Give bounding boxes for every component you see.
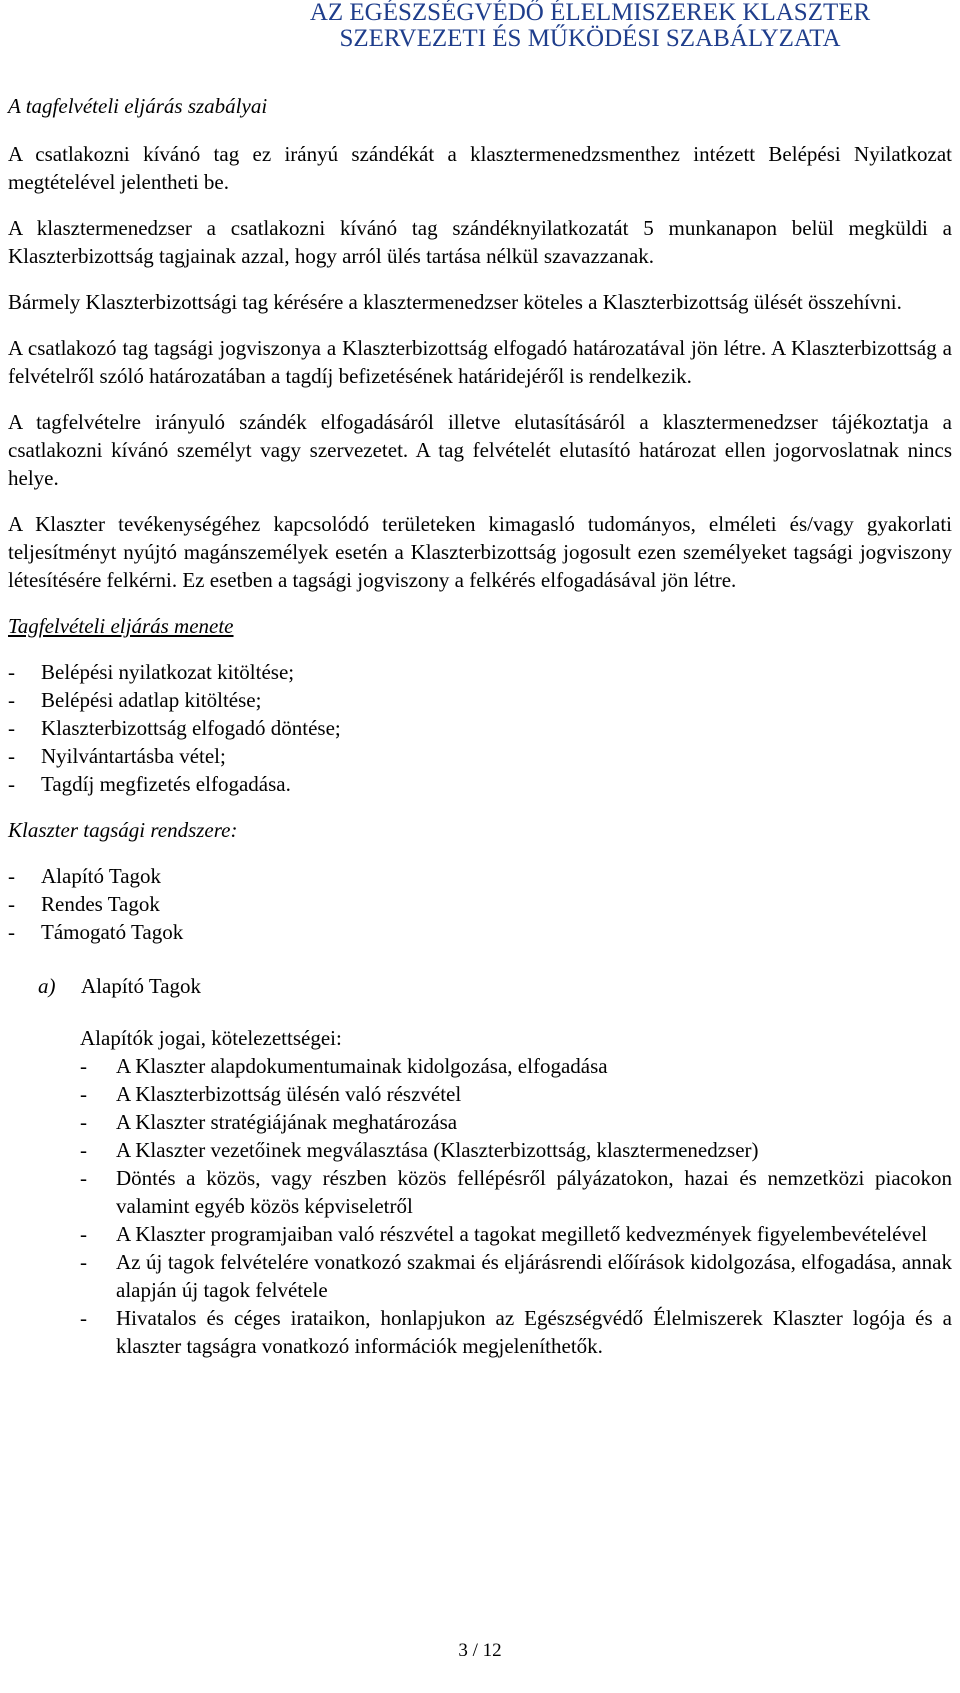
founders-rights-title: Alapítók jogai, kötelezettségei: xyxy=(80,1026,342,1050)
founders-rights-section xyxy=(80,1024,952,1360)
list-item: - A Klaszter programjaiban való részvétel a tagokat megillető kedvezmények figyelembevételével xyxy=(80,1220,952,1248)
paragraph-declaration: A csatlakozni kívánó tag ez irányú szándékát a klasztermenedzsmenthez intézett Belépési Nyilatkozat megtételével jelentheti be. xyxy=(8,142,952,194)
membership-title: Klaszter tagsági rendszere: xyxy=(8,818,238,842)
list-item: - A Klaszterbizottság ülésén való részvétel xyxy=(80,1080,952,1108)
paragraph-notification: A tagfelvételre irányuló szándék elfogadásáról illetve elutasításáról a klasztermenedzser tájékoztatja a csatlakozni kívánó személyt vagy szervezetet. A tag felvételét elutasító határozat ellen jogorvoslatnak nincs helye. xyxy=(8,410,952,490)
list-item: - Az új tagok felvételére vonatkozó szakmai és eljárásrendi előírások kidolgozása, elfogadása, annak alapján új tagok felvétele xyxy=(80,1248,952,1304)
list-item: - Belépési nyilatkozat kitöltése; xyxy=(8,658,952,686)
founders-marker: a) xyxy=(38,974,56,998)
founders-subheading xyxy=(38,972,952,1000)
list-item: - Döntés a közös, vagy részben közös fellépésről pályázatokon, hazai és nemzetközi piacokon valamint egyéb közös képviseletről xyxy=(80,1164,952,1220)
list-item: - Rendes Tagok xyxy=(8,890,952,918)
list-item: - Belépési adatlap kitöltése; xyxy=(8,686,952,714)
procedure-title: Tagfelvételi eljárás menete xyxy=(8,614,234,638)
founders-title: Alapító Tagok xyxy=(81,974,202,998)
header-line-1: AZ EGÉSZSÉGVÉDŐ ÉLELMISZEREK KLASZTER xyxy=(309,0,871,26)
page-number: 3 / 12 xyxy=(458,1640,502,1661)
founders-rights-list xyxy=(80,1052,952,1360)
paragraph-vote: A klasztermenedzser a csatlakozni kívánó tag szándéknyilatkozatát 5 munkanapon belül megküldi a Klaszterbizottság tagjainak azzal, hogy arról ülés tartása nélkül szavazzanak. xyxy=(8,216,952,268)
paragraph-meeting: Bármely Klaszterbizottsági tag kérésére a klasztermenedzser köteles a Klaszterbizottság ülését összehívni. xyxy=(8,290,902,314)
list-item: - Hivatalos és céges irataikon, honlapjukon az Egészségvédő Élelmiszerek Klaszter logója és a klaszter tagságra vonatkozó információk megjeleníthetők. xyxy=(80,1304,952,1360)
list-item: - A Klaszter stratégiájának meghatározása xyxy=(80,1108,952,1136)
list-item: - A Klaszter vezetőinek megválasztása (Klaszterbizottság, klasztermenedzser) xyxy=(80,1136,952,1164)
list-item: - Támogató Tagok xyxy=(8,918,952,946)
membership-list xyxy=(8,862,952,946)
procedure-list xyxy=(8,658,952,798)
paragraph-membership-start: A csatlakozó tag tagsági jogviszonya a Klaszterbizottság elfogadó határozatával jön létre. A Klaszterbizottság a felvételről szóló határozatában a tagdíj befizetésének határidejéről is rendelkezik. xyxy=(8,336,952,388)
document-body xyxy=(8,92,952,1378)
paragraph-invitation: A Klaszter tevékenységéhez kapcsolódó területeken kimagasló tudományos, elméleti és/vagy gyakorlati teljesítményt nyújtó magánszemélyek esetén a Klaszterbizottság jogosult ezen személyeket tagsági jogviszony létesítésére felkérni. Ez esetben a tagsági jogviszony a felkérés elfogadásával jön létre. xyxy=(8,512,952,592)
list-item: - A Klaszter alapdokumentumainak kidolgozása, elfogadása xyxy=(80,1052,952,1080)
header-line-2: SZERVEZETI ÉS MŰKÖDÉSI SZABÁLYZATA xyxy=(339,25,841,52)
list-item: - Nyilvántartásba vétel; xyxy=(8,742,952,770)
list-item: - Klaszterbizottság elfogadó döntése; xyxy=(8,714,952,742)
document-header xyxy=(240,0,940,52)
list-item: - Alapító Tagok xyxy=(8,862,952,890)
list-item: - Tagdíj megfizetés elfogadása. xyxy=(8,770,952,798)
section-title: A tagfelvételi eljárás szabályai xyxy=(8,94,268,118)
